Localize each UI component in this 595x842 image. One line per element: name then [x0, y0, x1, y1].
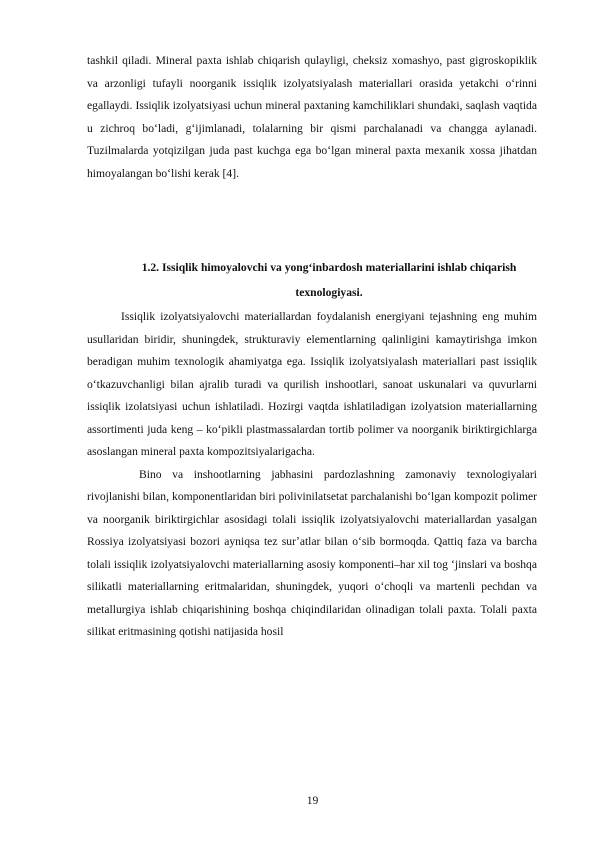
section-spacer [87, 185, 537, 255]
paragraph-facade-technologies: Bino va inshootlarning jabhasini pardozlashning zamonaviy texnologiyalari rivojlanishi bilan, komponentlaridan biri polivinilatsetat parchalanishi boʻlgan kompozit polimer va noorganik biriktirgichlar asosidagi tolali issiqlik izolyatsiyalovchi materiallardan yasalgan Rossiya izolyatsiyasi bozori ayniqsa tez surʼatlar bilan oʻsib bormoqda. Qattiq faza va barcha tolali issiqlik izolyatsiyalovchi materiallarning asosiy komponenti–har xil tog ʻjinslari va boshqa silikatli materiallarning eritmalaridan, shuningdek, yuqori oʻchoqli va martenli pechdan va metallurgiya ishlab chiqarishining boshqa chiqindilaridan olinadigan tolali paxta. Tolali paxta silikat eritmasining qotishi natijasida hosil [87, 467, 537, 638]
page-number: 19 [306, 794, 319, 807]
page-body [87, 50, 537, 644]
section-heading: 1.2. Issiqlik himoyalovchi va yongʻinbardosh materiallarini ishlab chiqarish texnologiyasi. [141, 261, 517, 299]
paragraph-intro: tashkil qiladi. Mineral paxta ishlab chiqarish qulayligi, cheksiz xomashyo, past gigroskopiklik va arzonligi tufayli noorganik issiqlik izolyatsiyalash materiallari orasida yetakchi oʻrinni egallaydi. Issiqlik izolyatsiyasi uchun mineral paxtaning kamchiliklari shundaki, saqlash vaqtida u zichroq boʻladi, gʻijimlanadi, tolalarning bir qismi parchalanadi va changga aylanadi. Tuzilmalarda yotqizilgan juda past kuchga ega boʻlgan mineral paxta mexanik xossa jihatdan himoyalangan boʻlishi kerak [4]. [87, 54, 537, 180]
paragraph-insulation-materials: Issiqlik izolyatsiyalovchi materiallardan foydalanish energiyani tejashning eng muhim usullaridan biridir, shuningdek, strukturaviy elementlarning qalinligini kamaytirishga imkon beradigan muhim texnologik ahamiyatga ega. Issiqlik izolyatsiyalash materiallari past issiqlik oʻtkazuvchanligi bilan ajralib turadi va qurilish inshootlari, sanoat uskunalari va quvurlarni issiqlik izolatsiyasi uchun ishlatiladi. Hozirgi vaqtda ishlatiladigan izolyatsion materiallarning assortimenti juda keng – koʻpikli plastmassalardan tortib polimer va noorganik biriktirgichlarga asoslangan mineral paxta kompozitsiyalarigacha. [87, 310, 537, 458]
